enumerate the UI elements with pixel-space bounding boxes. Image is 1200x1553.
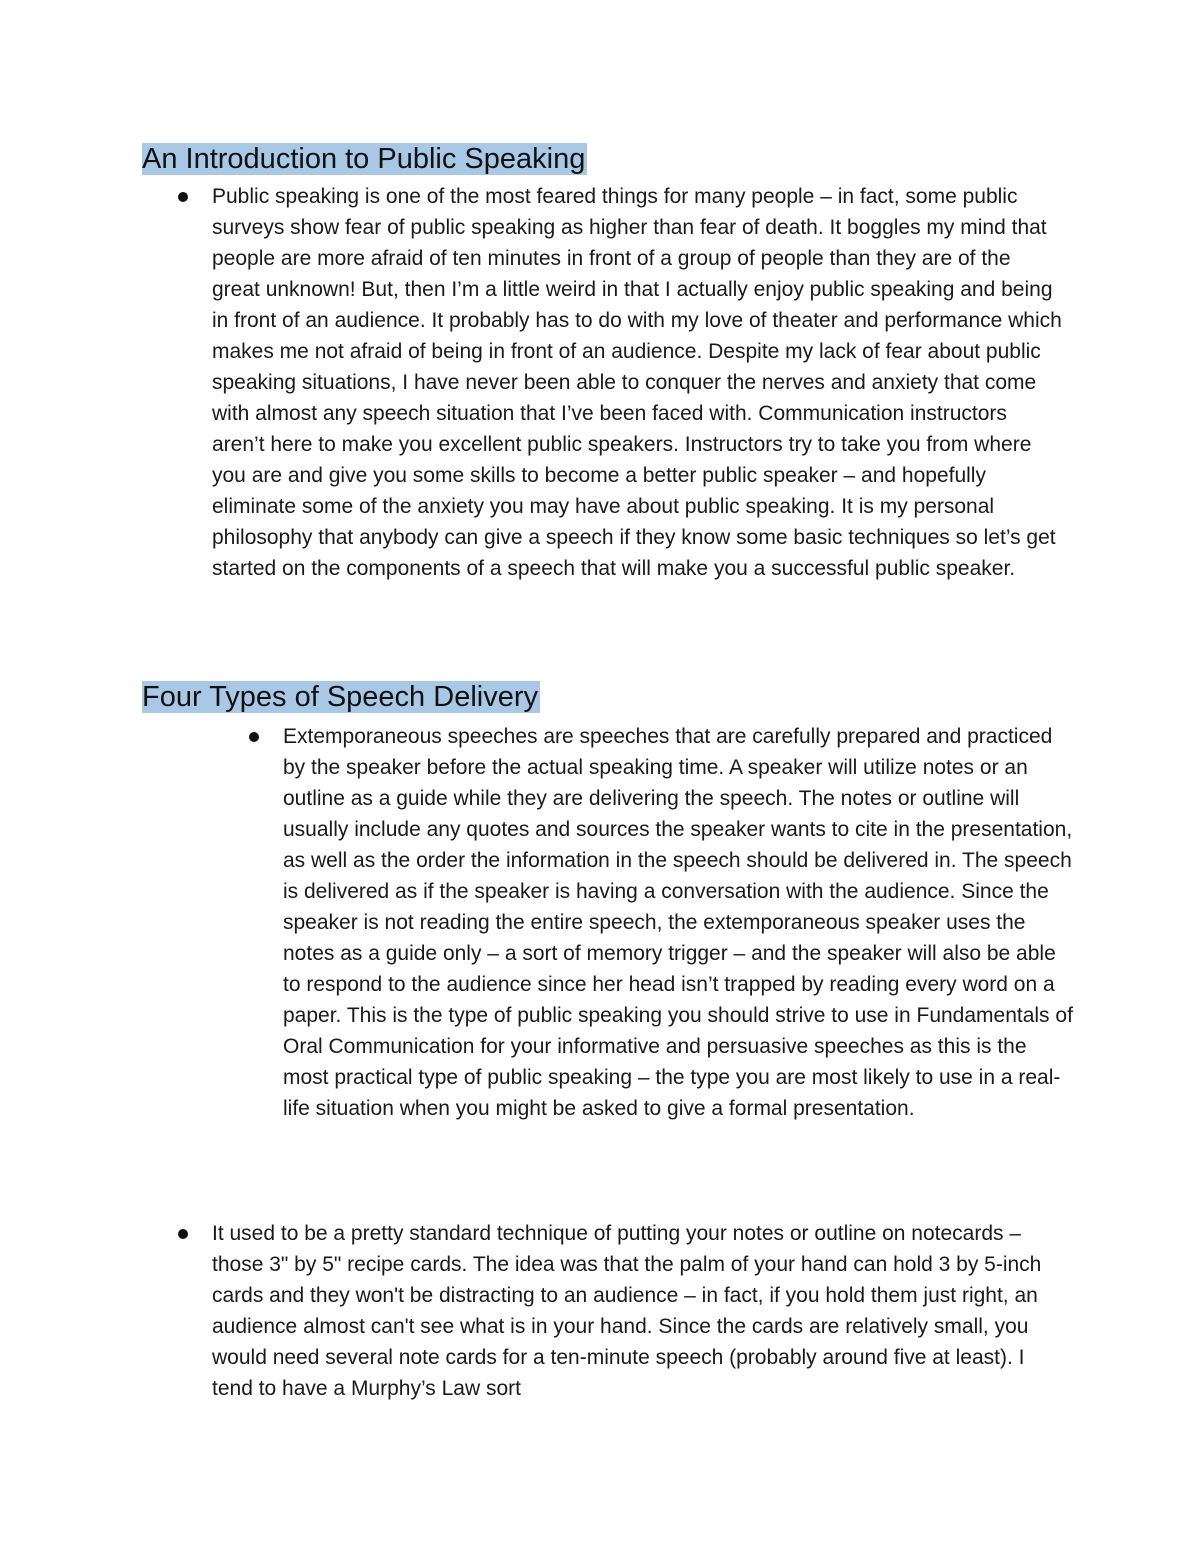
heading-highlight: Four Types of Speech Delivery (142, 681, 538, 713)
bullet-text: Public speaking is one of the most feared things for many people – in fact, some public surveys show fear of public speaking as higher than fear of death. It boggles my mind that people are more afraid of ten minutes in front of a group of people than they are of the great unknown! But, then I’m a little weird in that I actually enjoy public speaking and being in front of an audience. It probably has to do with my love of theater and performance which makes me not afraid of being in front of an audience. Despite my lack of fear about public speaking situations, I have never been able to conquer the nerves and anxiety that come with almost any speech situation that I’ve been faced with. Communication instructors aren’t here to make you excellent public speakers. Instructors try to take you from where you are and give you some skills to become a better public speaker – and hopefully eliminate some of the anxiety you may have about public speaking. It is my personal philosophy that anybody can give a speech if they know some basic techniques so let’s get started on the components of a speech that will make you a successful public speaker. (212, 185, 1062, 580)
bullet-icon (178, 192, 188, 202)
bullet-item-extemporaneous (283, 721, 1073, 1124)
section-heading-introduction (142, 142, 587, 176)
bullet-icon (178, 1229, 188, 1239)
heading-highlight: An Introduction to Public Speaking (142, 143, 586, 175)
bullet-text: It used to be a pretty standard technique of putting your notes or outline on notecards – those 3" by 5" recipe cards. The idea was that the palm of your hand can hold 3 by 5-inch cards and they won't be distracting to an audience – in fact, if you hold them just right, an audience almost can't see what is in your hand. Since the cards are relatively small, you would need several note cards for a ten-minute speech (probably around five at least). I tend to have a Murphy’s Law sort (212, 1222, 1042, 1400)
bullet-text: Extemporaneous speeches are speeches that are carefully prepared and practiced by the speaker before the actual speaking time. A speaker will utilize notes or an outline as a guide while they are delivering the speech. The notes or outline will usually include any quotes and sources the speaker wants to cite in the presentation, as well as the order the information in the speech should be delivered in. The speech is delivered as if the speaker is having a conversation with the audience. Since the speaker is not reading the entire speech, the extemporaneous speaker uses the notes as a guide only – a sort of memory trigger – and the speaker will also be able to respond to the audience since her head isn’t trapped by reading every word on a paper. This is the type of public speaking you should strive to use in Fundamentals of Oral Communication for your informative and persuasive speeches as this is the most practical type of public speaking – the type you are most likely to use in a real-life situation when you might be asked to give a formal presentation. (283, 725, 1073, 1120)
bullet-item-introduction (212, 181, 1062, 584)
bullet-item-notecards (212, 1218, 1062, 1404)
bullet-icon (249, 732, 259, 742)
section-heading-speech-delivery (142, 680, 540, 714)
